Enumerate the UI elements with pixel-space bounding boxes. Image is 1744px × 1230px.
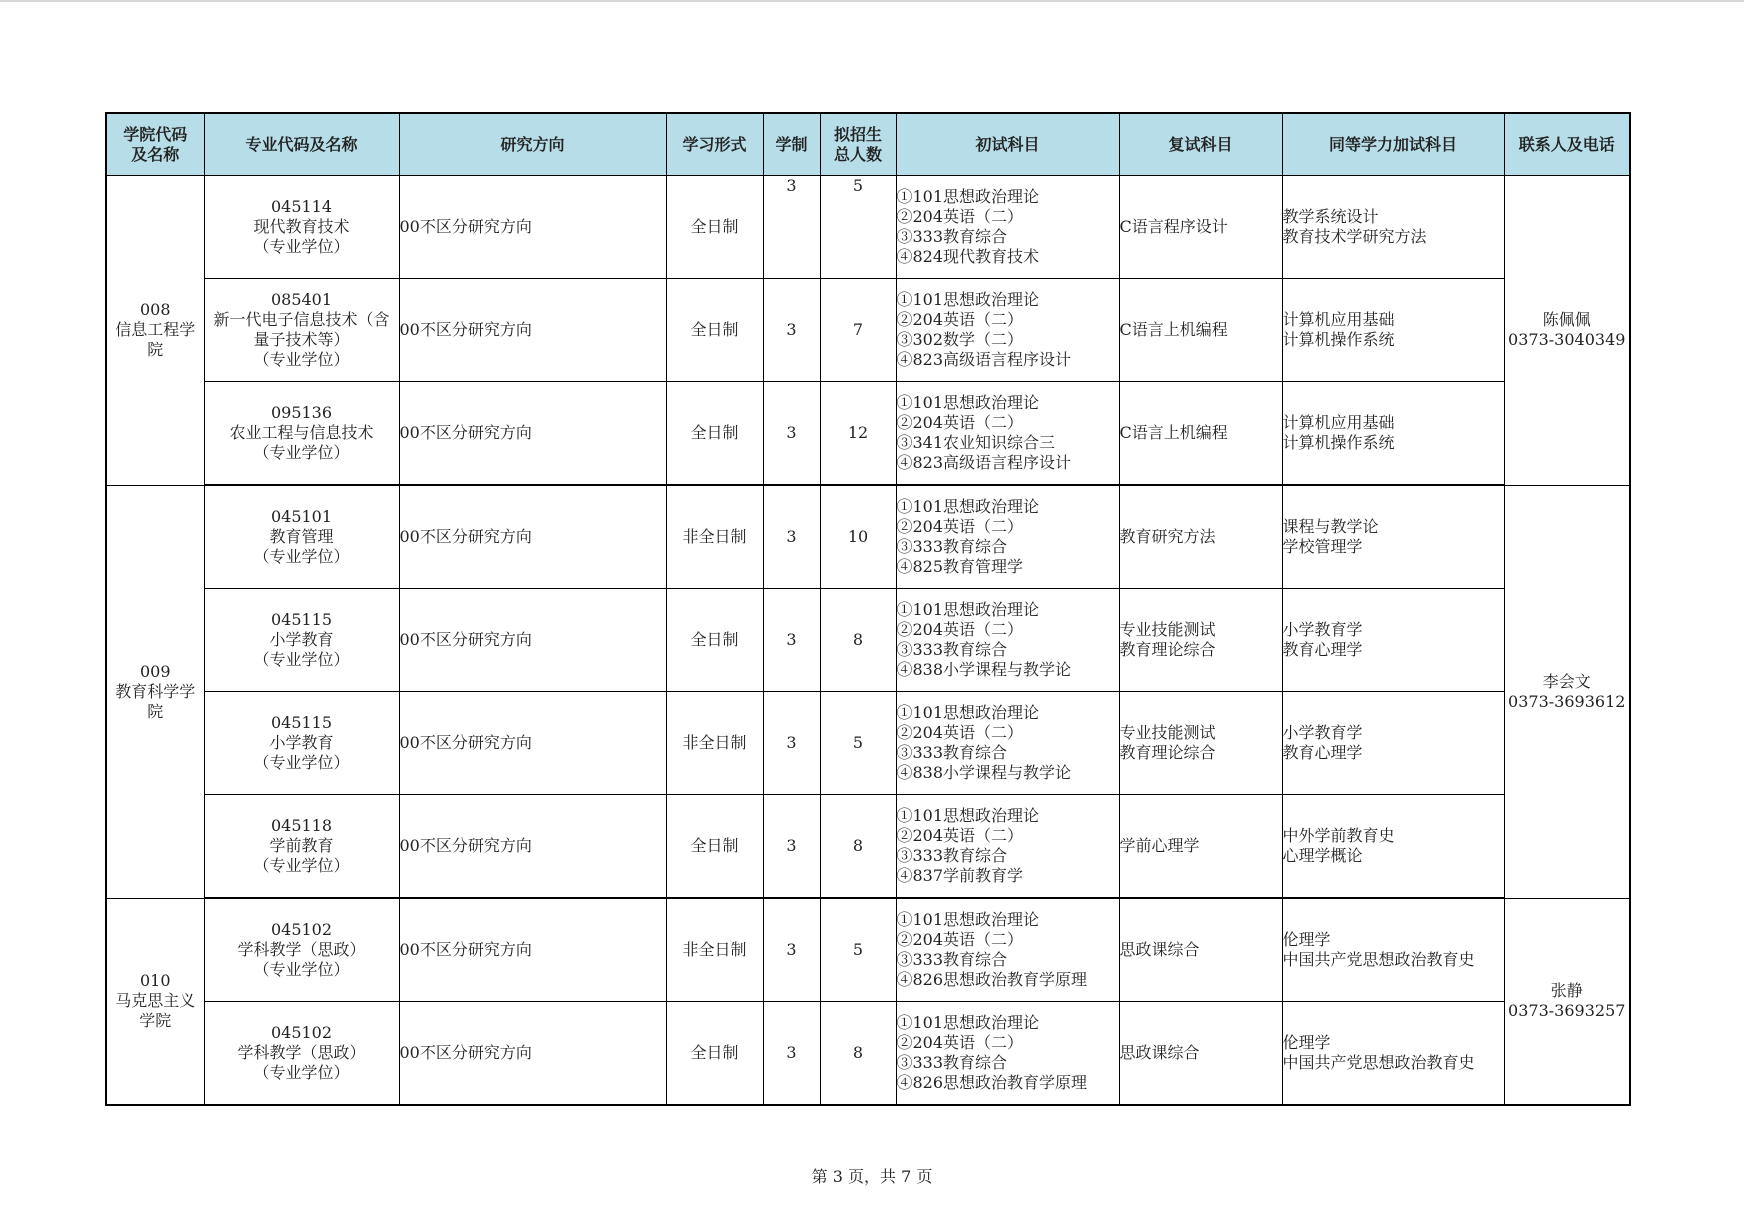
- contact-phone: 0373-3040349: [1508, 330, 1626, 350]
- program-code: 045101: [270, 507, 333, 526]
- quota-cell: 10: [820, 485, 896, 589]
- extra-subject: 伦理学: [1282, 930, 1331, 949]
- table-row: [106, 176, 1630, 279]
- program-degree: （专业学位）: [253, 547, 350, 566]
- years-cell: 3: [763, 795, 820, 899]
- exam-subjects-cell: [896, 485, 1119, 589]
- extra-subject: 小学教育学: [1282, 723, 1363, 742]
- table-row: [106, 485, 1630, 589]
- program-name-line: 小学教育: [269, 733, 334, 752]
- extra-subject: 教育心理学: [1282, 743, 1363, 762]
- program-cell: [204, 1002, 399, 1106]
- exam-subject: ③341农业知识综合三: [896, 433, 1056, 452]
- extra-subjects-cell: [1282, 692, 1504, 795]
- extra-subject: 计算机操作系统: [1282, 330, 1395, 349]
- exam-subjects-cell: [896, 279, 1119, 382]
- exam-subject: ①101思想政治理论: [896, 806, 1040, 825]
- quota-cell: 8: [820, 795, 896, 899]
- retest-subjects-cell: [1119, 485, 1282, 589]
- exam-subject: ②204英语（二）: [896, 310, 1024, 329]
- exam-subjects-cell: [896, 176, 1119, 279]
- program-degree: （专业学位）: [253, 237, 350, 256]
- table-body: [106, 176, 1630, 1106]
- direction-cell: 00不区分研究方向: [399, 898, 666, 1002]
- admissions-table: [105, 112, 1631, 1106]
- exam-subject: ③333教育综合: [896, 950, 1008, 969]
- years-cell: 3: [763, 485, 820, 589]
- top-border-line: [0, 0, 1744, 2]
- exam-subject: ①101思想政治理论: [896, 1013, 1040, 1032]
- quota-cell: 5: [820, 176, 896, 279]
- mode-cell: 全日制: [666, 795, 763, 899]
- mode-cell: 全日制: [666, 382, 763, 486]
- program-name-line: 现代教育技术: [253, 217, 350, 236]
- quota-cell: 7: [820, 279, 896, 382]
- mode-cell: 全日制: [666, 279, 763, 382]
- retest-subjects-cell: [1119, 898, 1282, 1002]
- program-cell: [204, 692, 399, 795]
- exam-subjects-cell: [896, 692, 1119, 795]
- exam-subject: ②204英语（二）: [896, 723, 1024, 742]
- exam-subject: ③333教育综合: [896, 227, 1008, 246]
- extra-subject: 计算机操作系统: [1282, 433, 1395, 452]
- mode-cell: 非全日制: [666, 898, 763, 1002]
- college-name-line: 信息工程学: [115, 320, 196, 340]
- exam-subject: ①101思想政治理论: [896, 703, 1040, 722]
- extra-subject: 计算机应用基础: [1282, 310, 1395, 329]
- exam-subject: ①101思想政治理论: [896, 393, 1040, 412]
- extra-subjects-cell: [1282, 1002, 1504, 1106]
- years-cell: 3: [763, 898, 820, 1002]
- program-code: 095136: [270, 403, 333, 422]
- years-cell: 3: [763, 382, 820, 486]
- years-cell: 3: [763, 176, 820, 279]
- retest-subject: 教育理论综合: [1119, 743, 1216, 762]
- contact-phone: 0373-3693612: [1508, 691, 1626, 711]
- extra-subject: 教学系统设计: [1282, 207, 1379, 226]
- college-name-line: 马克思主义: [115, 991, 196, 1011]
- exam-subject: ④823高级语言程序设计: [896, 453, 1072, 472]
- retest-subjects-cell: [1119, 692, 1282, 795]
- exam-subject: ①101思想政治理论: [896, 910, 1040, 929]
- extra-subject: 教育心理学: [1282, 640, 1363, 659]
- header-exam: 初试科目: [896, 113, 1119, 176]
- exam-subject: ②204英语（二）: [896, 517, 1024, 536]
- program-name-line: 学科教学（思政）: [237, 940, 366, 959]
- program-code: 045102: [270, 920, 333, 939]
- retest-subject: 专业技能测试: [1119, 723, 1216, 742]
- college-cell: [106, 176, 204, 486]
- direction-cell: 00不区分研究方向: [399, 795, 666, 899]
- table-row: [106, 1002, 1630, 1106]
- retest-subject: 教育理论综合: [1119, 640, 1216, 659]
- exam-subjects-cell: [896, 898, 1119, 1002]
- header-quota: 拟招生 总人数: [820, 113, 896, 176]
- extra-subject: 心理学概论: [1282, 846, 1363, 865]
- exam-subjects-cell: [896, 589, 1119, 692]
- program-cell: [204, 382, 399, 486]
- direction-cell: 00不区分研究方向: [399, 692, 666, 795]
- exam-subject: ④825教育管理学: [896, 557, 1024, 576]
- college-name-line: 教育科学学: [115, 681, 196, 701]
- exam-subject: ③333教育综合: [896, 743, 1008, 762]
- direction-cell: 00不区分研究方向: [399, 176, 666, 279]
- program-cell: [204, 279, 399, 382]
- table-row: [106, 898, 1630, 1002]
- exam-subjects-cell: [896, 795, 1119, 899]
- program-code: 045114: [270, 197, 333, 216]
- table-row: [106, 589, 1630, 692]
- retest-subjects-cell: [1119, 382, 1282, 486]
- program-name-line: 学前教育: [269, 836, 334, 855]
- program-cell: [204, 795, 399, 899]
- table-row: [106, 382, 1630, 486]
- exam-subject: ④823高级语言程序设计: [896, 350, 1072, 369]
- college-code: 010: [139, 971, 171, 991]
- retest-subject: C语言上机编程: [1119, 423, 1228, 442]
- mode-cell: 全日制: [666, 589, 763, 692]
- header-contact: 联系人及电话: [1504, 113, 1630, 176]
- college-cell: [106, 485, 204, 898]
- header-years: 学制: [763, 113, 820, 176]
- exam-subject: ④838小学课程与教学论: [896, 763, 1072, 782]
- program-name-line: 农业工程与信息技术: [229, 423, 374, 442]
- extra-subjects-cell: [1282, 382, 1504, 486]
- retest-subjects-cell: [1119, 279, 1282, 382]
- program-degree: （专业学位）: [253, 856, 350, 875]
- program-degree: （专业学位）: [253, 443, 350, 462]
- extra-subjects-cell: [1282, 898, 1504, 1002]
- exam-subject: ④826思想政治教育学原理: [896, 1073, 1088, 1092]
- program-code: 045102: [270, 1023, 333, 1042]
- exam-subjects-cell: [896, 1002, 1119, 1106]
- table-row: [106, 692, 1630, 795]
- header-row: [106, 113, 1630, 176]
- mode-cell: 非全日制: [666, 485, 763, 589]
- program-degree: （专业学位）: [253, 350, 350, 369]
- mode-cell: 全日制: [666, 176, 763, 279]
- college-name-line: 院: [147, 701, 164, 721]
- exam-subject: ③333教育综合: [896, 1053, 1008, 1072]
- program-degree: （专业学位）: [253, 960, 350, 979]
- program-degree: （专业学位）: [253, 650, 350, 669]
- exam-subject: ②204英语（二）: [896, 826, 1024, 845]
- quota-cell: 8: [820, 589, 896, 692]
- extra-subjects-cell: [1282, 279, 1504, 382]
- exam-subject: ①101思想政治理论: [896, 497, 1040, 516]
- college-name-line: 学院: [139, 1011, 172, 1031]
- years-cell: 3: [763, 1002, 820, 1106]
- header-mode: 学习形式: [666, 113, 763, 176]
- contact-name: 张静: [1550, 981, 1583, 1001]
- exam-subject: ②204英语（二）: [896, 207, 1024, 226]
- retest-subjects-cell: [1119, 589, 1282, 692]
- program-name-line: 新一代电子信息技术（含: [213, 310, 390, 329]
- college-code: 009: [139, 661, 171, 681]
- contact-cell: [1504, 176, 1630, 486]
- quota-cell: 12: [820, 382, 896, 486]
- program-degree: （专业学位）: [253, 753, 350, 772]
- header-college: 学院代码 及名称: [106, 113, 204, 176]
- table-row: [106, 795, 1630, 899]
- extra-subject: 中国共产党思想政治教育史: [1282, 950, 1475, 969]
- extra-subject: 计算机应用基础: [1282, 413, 1395, 432]
- exam-subject: ③333教育综合: [896, 640, 1008, 659]
- program-code: 045115: [270, 610, 333, 629]
- extra-subject: 课程与教学论: [1282, 517, 1379, 536]
- header-retest: 复试科目: [1119, 113, 1282, 176]
- mode-cell: 非全日制: [666, 692, 763, 795]
- page-footer: 第 3 页，共 7 页: [811, 1167, 933, 1186]
- retest-subject: C语言程序设计: [1119, 217, 1228, 236]
- college-name-line: 院: [147, 340, 164, 360]
- years-cell: 3: [763, 692, 820, 795]
- direction-cell: 00不区分研究方向: [399, 485, 666, 589]
- extra-subjects-cell: [1282, 485, 1504, 589]
- contact-name: 陈佩佩: [1542, 310, 1591, 330]
- exam-subjects-cell: [896, 382, 1119, 486]
- program-name-line: 量子技术等）: [253, 330, 350, 349]
- exam-subject: ①101思想政治理论: [896, 290, 1040, 309]
- retest-subject: 学前心理学: [1119, 836, 1200, 855]
- exam-subject: ②204英语（二）: [896, 620, 1024, 639]
- contact-phone: 0373-3693257: [1508, 1001, 1626, 1021]
- contact-cell: [1504, 898, 1630, 1105]
- exam-subject: ④838小学课程与教学论: [896, 660, 1072, 679]
- contact-cell: [1504, 485, 1630, 898]
- exam-subject: ①101思想政治理论: [896, 187, 1040, 206]
- program-name-line: 小学教育: [269, 630, 334, 649]
- retest-subjects-cell: [1119, 176, 1282, 279]
- college-cell: [106, 898, 204, 1105]
- extra-subjects-cell: [1282, 176, 1504, 279]
- program-cell: [204, 898, 399, 1002]
- program-cell: [204, 176, 399, 279]
- college-code: 008: [139, 300, 171, 320]
- program-name-line: 学科教学（思政）: [237, 1043, 366, 1062]
- exam-subject: ④837学前教育学: [896, 866, 1024, 885]
- exam-subject: ③333教育综合: [896, 846, 1008, 865]
- exam-subject: ③302数学（二）: [896, 330, 1024, 349]
- quota-cell: 8: [820, 1002, 896, 1106]
- extra-subjects-cell: [1282, 795, 1504, 899]
- program-code: 045115: [270, 713, 333, 732]
- years-cell: 3: [763, 279, 820, 382]
- exam-subject: ③333教育综合: [896, 537, 1008, 556]
- header-program: 专业代码及名称: [204, 113, 399, 176]
- extra-subjects-cell: [1282, 589, 1504, 692]
- years-cell: 3: [763, 589, 820, 692]
- retest-subject: 专业技能测试: [1119, 620, 1216, 639]
- exam-subject: ②204英语（二）: [896, 413, 1024, 432]
- retest-subject: 思政课综合: [1119, 1043, 1200, 1062]
- table-row: [106, 279, 1630, 382]
- header-direction: 研究方向: [399, 113, 666, 176]
- program-code: 085401: [270, 290, 333, 309]
- direction-cell: 00不区分研究方向: [399, 279, 666, 382]
- quota-cell: 5: [820, 692, 896, 795]
- extra-subject: 教育技术学研究方法: [1282, 227, 1427, 246]
- direction-cell: 00不区分研究方向: [399, 1002, 666, 1106]
- retest-subjects-cell: [1119, 795, 1282, 899]
- program-code: 045118: [270, 816, 333, 835]
- program-name-line: 教育管理: [269, 527, 334, 546]
- mode-cell: 全日制: [666, 1002, 763, 1106]
- program-degree: （专业学位）: [253, 1063, 350, 1082]
- program-cell: [204, 589, 399, 692]
- exam-subject: ②204英语（二）: [896, 1033, 1024, 1052]
- program-cell: [204, 485, 399, 589]
- extra-subject: 中外学前教育史: [1282, 826, 1395, 845]
- exam-subject: ①101思想政治理论: [896, 600, 1040, 619]
- contact-name: 李会文: [1542, 671, 1591, 691]
- direction-cell: 00不区分研究方向: [399, 382, 666, 486]
- quota-cell: 5: [820, 898, 896, 1002]
- extra-subject: 伦理学: [1282, 1033, 1331, 1052]
- retest-subjects-cell: [1119, 1002, 1282, 1106]
- exam-subject: ②204英语（二）: [896, 930, 1024, 949]
- retest-subject: 思政课综合: [1119, 940, 1200, 959]
- retest-subject: 教育研究方法: [1119, 527, 1216, 546]
- extra-subject: 小学教育学: [1282, 620, 1363, 639]
- exam-subject: ④826思想政治教育学原理: [896, 970, 1088, 989]
- extra-subject: 中国共产党思想政治教育史: [1282, 1053, 1475, 1072]
- exam-subject: ④824现代教育技术: [896, 247, 1040, 266]
- header-extra: 同等学力加试科目: [1282, 113, 1504, 176]
- retest-subject: C语言上机编程: [1119, 320, 1228, 339]
- direction-cell: 00不区分研究方向: [399, 589, 666, 692]
- extra-subject: 学校管理学: [1282, 537, 1363, 556]
